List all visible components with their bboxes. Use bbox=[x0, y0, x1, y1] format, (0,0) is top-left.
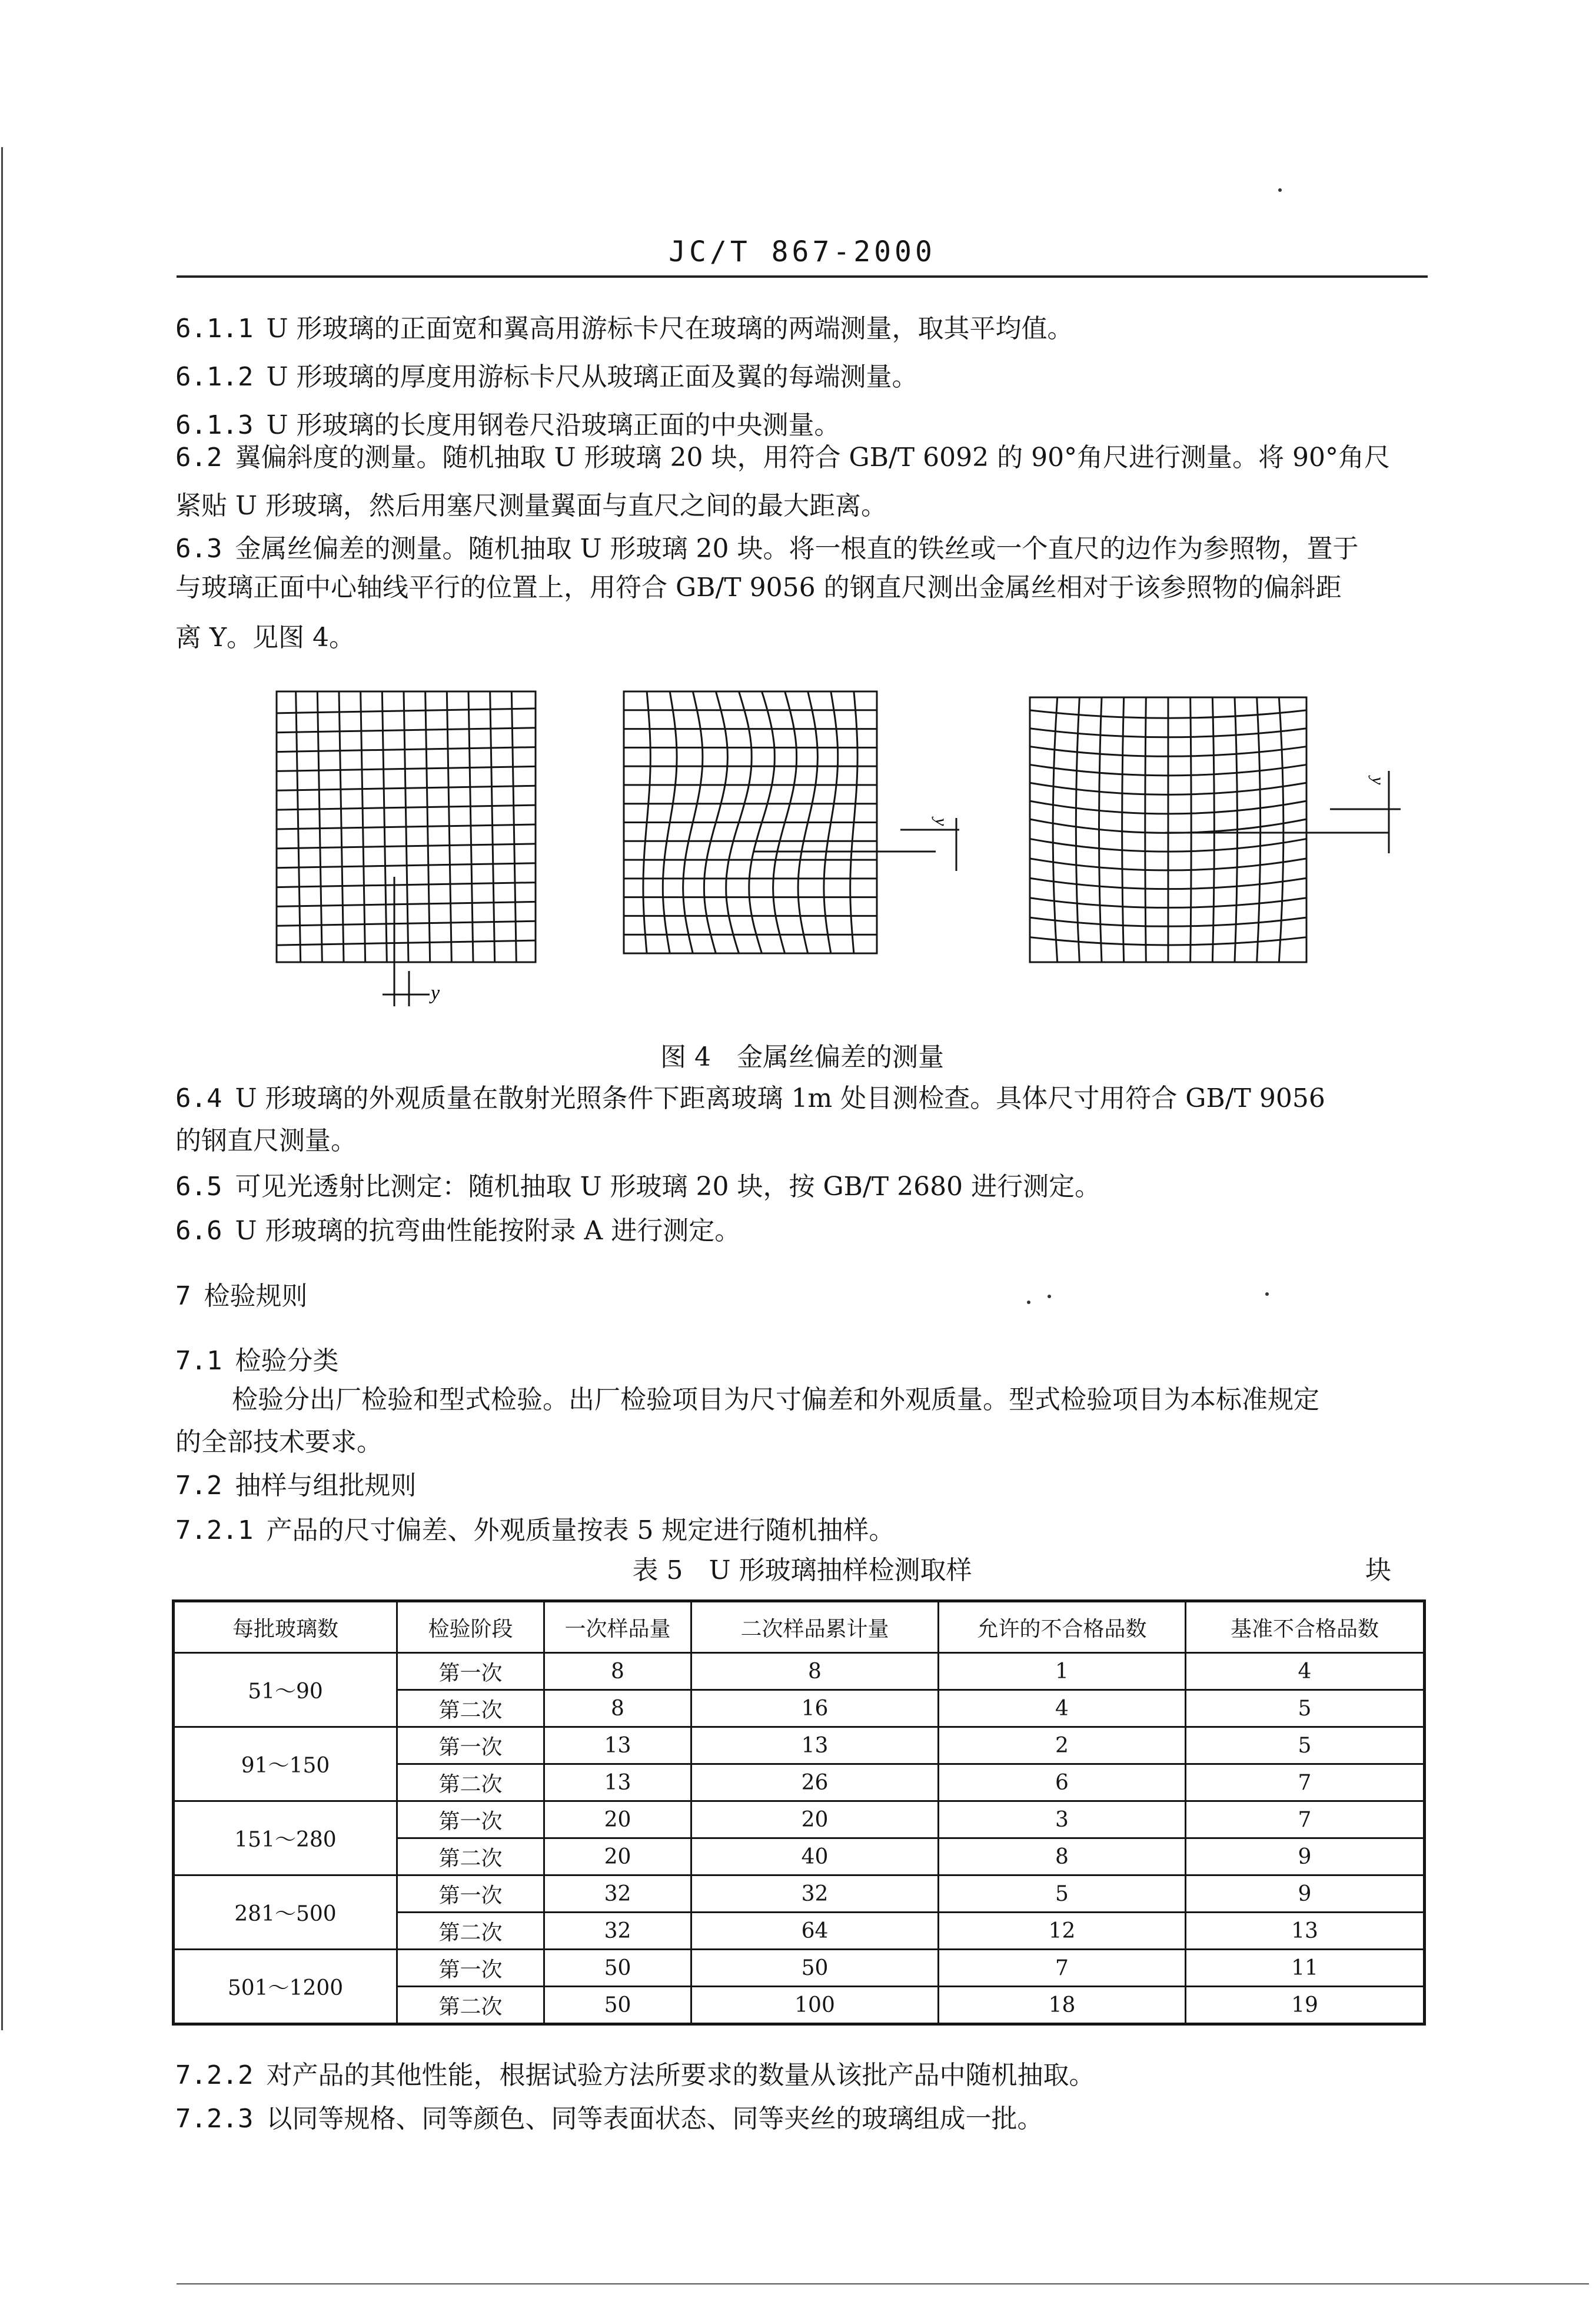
clause-6-2: 6.2 翼偏斜度的测量。随机抽取 U 形玻璃 20 块，用符合 GB/T 6092 的 90°角尺进行测量。将 90°角尺 bbox=[175, 443, 1391, 473]
grid-line bbox=[277, 902, 536, 906]
value-cell: 7 bbox=[939, 1950, 1186, 1987]
scan-speck bbox=[1265, 1292, 1269, 1296]
table-row bbox=[174, 1653, 1425, 1690]
grid-line bbox=[277, 747, 536, 752]
value-cell: 5 bbox=[1186, 1690, 1425, 1727]
table-header-row bbox=[174, 1601, 1425, 1653]
value-cell: 18 bbox=[939, 1987, 1186, 2024]
value-cell: 8 bbox=[691, 1653, 939, 1690]
value-cell: 13 bbox=[691, 1727, 939, 1764]
value-cell: 50 bbox=[544, 1987, 691, 2024]
grid-line bbox=[277, 709, 536, 713]
col-header-reject: 基准不合格品数 bbox=[1186, 1601, 1425, 1653]
clause-6-2-cont: 紧贴 U 形玻璃，然后用塞尺测量翼面与直尺之间的最大距离。 bbox=[175, 491, 887, 521]
grid-line bbox=[1279, 697, 1284, 962]
value-cell: 1 bbox=[939, 1653, 1186, 1690]
value-cell: 8 bbox=[544, 1690, 691, 1727]
value-cell: 19 bbox=[1186, 1987, 1425, 2024]
col-header-stage: 检验阶段 bbox=[397, 1601, 544, 1653]
header-rule bbox=[177, 275, 1428, 278]
stage-cell: 第一次 bbox=[397, 1875, 544, 1913]
value-cell: 26 bbox=[691, 1764, 939, 1801]
table-row bbox=[174, 1875, 1425, 1913]
clause-6-1-3: 6.1.3 U 形玻璃的长度用钢卷尺沿玻璃正面的中央测量。 bbox=[175, 410, 840, 440]
grid-line bbox=[277, 728, 536, 733]
clause-6-1-1: 6.1.1 U 形玻璃的正面宽和翼高用游标卡尺在玻璃的两端测量，取其平均值。 bbox=[175, 314, 1073, 344]
table-5-unit: 块 bbox=[1365, 1555, 1391, 1585]
value-cell: 2 bbox=[939, 1727, 1186, 1764]
clause-6-3: 6.3 金属丝偏差的测量。随机抽取 U 形玻璃 20 块。将一根直的铁丝或一个直尺的边作为参照物，置于 bbox=[175, 534, 1359, 564]
table-row bbox=[174, 1727, 1425, 1764]
value-cell: 20 bbox=[691, 1801, 939, 1838]
figure-4-caption: 图 4 金属丝偏差的测量 bbox=[660, 1042, 944, 1072]
value-cell: 7 bbox=[1186, 1764, 1425, 1801]
value-cell: 32 bbox=[691, 1875, 939, 1913]
clause-6-6: 6.6 U 形玻璃的抗弯曲性能按附录 A 进行测定。 bbox=[175, 1216, 741, 1246]
stage-cell: 第一次 bbox=[397, 1727, 544, 1764]
stage-cell: 第一次 bbox=[397, 1801, 544, 1838]
grid-line bbox=[277, 940, 536, 945]
clause-6-1-2: 6.1.2 U 形玻璃的厚度用游标卡尺从玻璃正面及翼的每端测量。 bbox=[175, 362, 918, 392]
value-cell: 13 bbox=[544, 1764, 691, 1801]
figure-4-panel-bow bbox=[1012, 677, 1412, 977]
stage-cell: 第一次 bbox=[397, 1950, 544, 1987]
grid-line bbox=[1122, 697, 1124, 962]
scan-edge-line bbox=[1, 147, 3, 2030]
value-cell: 8 bbox=[544, 1653, 691, 1690]
batch-cell: 51～90 bbox=[174, 1653, 397, 1727]
scan-bottom-line bbox=[177, 2283, 1589, 2284]
stage-cell: 第一次 bbox=[397, 1653, 544, 1690]
value-cell: 5 bbox=[939, 1875, 1186, 1913]
table-row bbox=[174, 1950, 1425, 1987]
scan-speck bbox=[1048, 1295, 1051, 1298]
stage-cell: 第二次 bbox=[397, 1913, 544, 1950]
grid-line bbox=[1212, 697, 1214, 962]
section-7-title: 7 检验规则 bbox=[175, 1281, 308, 1311]
clause-6-4: 6.4 U 形玻璃的外观质量在散射光照条件下距离玻璃 1m 处目测检查。具体尺寸用符合 GB/T 9056 bbox=[175, 1083, 1325, 1113]
fig-label-y-2: y bbox=[932, 818, 951, 826]
section-7-2-title: 7.2 抽样与组批规则 bbox=[175, 1471, 417, 1501]
figure-4-panel-skew bbox=[259, 677, 565, 1030]
value-cell: 8 bbox=[939, 1838, 1186, 1875]
clause-7-2-3: 7.2.3 以同等规格、同等颜色、同等表面状态、同等夹丝的玻璃组成一批。 bbox=[175, 2104, 1043, 2134]
value-cell: 13 bbox=[1186, 1913, 1425, 1950]
grid-line bbox=[1053, 697, 1058, 962]
value-cell: 3 bbox=[939, 1801, 1186, 1838]
section-7-1-body: 检验分出厂检验和型式检验。出厂检验项目为尺寸偏差和外观质量。型式检验项目为本标准规定 bbox=[232, 1385, 1319, 1415]
value-cell: 9 bbox=[1186, 1875, 1425, 1913]
table-5 bbox=[172, 1599, 1426, 2026]
value-cell: 16 bbox=[691, 1690, 939, 1727]
value-cell: 64 bbox=[691, 1913, 939, 1950]
section-7-1-body-cont: 的全部技术要求。 bbox=[175, 1427, 383, 1457]
value-cell: 11 bbox=[1186, 1950, 1425, 1987]
value-cell: 20 bbox=[544, 1838, 691, 1875]
grid-line bbox=[277, 921, 536, 926]
clause-6-3-cont-2: 离 Y。见图 4。 bbox=[175, 623, 355, 653]
batch-cell: 281～500 bbox=[174, 1875, 397, 1950]
stage-cell: 第二次 bbox=[397, 1987, 544, 2024]
value-cell: 13 bbox=[544, 1727, 691, 1764]
col-header-cumulative: 二次样品累计量 bbox=[691, 1601, 939, 1653]
value-cell: 32 bbox=[544, 1875, 691, 1913]
col-header-batch: 每批玻璃数 bbox=[174, 1601, 397, 1653]
fig-label-y-1: y bbox=[431, 982, 440, 1004]
grid-line bbox=[1191, 697, 1192, 962]
batch-cell: 501～1200 bbox=[174, 1950, 397, 2024]
table-row bbox=[174, 1801, 1425, 1838]
col-header-accept: 允许的不合格品数 bbox=[939, 1601, 1186, 1653]
clause-7-2-2: 7.2.2 对产品的其他性能，根据试验方法所要求的数量从该批产品中随机抽取。 bbox=[175, 2060, 1095, 2090]
scan-speck bbox=[1027, 1301, 1030, 1304]
stage-cell: 第二次 bbox=[397, 1838, 544, 1875]
value-cell: 12 bbox=[939, 1913, 1186, 1950]
value-cell: 7 bbox=[1186, 1801, 1425, 1838]
clause-6-4-cont: 的钢直尺测量。 bbox=[175, 1126, 357, 1156]
section-7-1-title: 7.1 检验分类 bbox=[175, 1346, 339, 1376]
scan-speck bbox=[1278, 188, 1282, 192]
value-cell: 50 bbox=[544, 1950, 691, 1987]
value-cell: 6 bbox=[939, 1764, 1186, 1801]
table-5-caption: 表 5 U 形玻璃抽样检测取样 bbox=[632, 1555, 972, 1585]
grid-line bbox=[277, 883, 536, 887]
grid-line bbox=[1145, 697, 1146, 962]
grid-line bbox=[277, 766, 536, 771]
value-cell: 100 bbox=[691, 1987, 939, 2024]
stage-cell: 第二次 bbox=[397, 1690, 544, 1727]
value-cell: 40 bbox=[691, 1838, 939, 1875]
value-cell: 4 bbox=[1186, 1653, 1425, 1690]
standard-code-header: JC/T 867-2000 bbox=[669, 235, 936, 268]
value-cell: 4 bbox=[939, 1690, 1186, 1727]
stage-cell: 第二次 bbox=[397, 1764, 544, 1801]
batch-cell: 151～280 bbox=[174, 1801, 397, 1875]
value-cell: 50 bbox=[691, 1950, 939, 1987]
batch-cell: 91～150 bbox=[174, 1727, 397, 1801]
clause-6-3-cont-1: 与玻璃正面中心轴线平行的位置上，用符合 GB/T 9056 的钢直尺测出金属丝相对于该参照物的偏斜距 bbox=[175, 573, 1342, 603]
value-cell: 5 bbox=[1186, 1727, 1425, 1764]
value-cell: 32 bbox=[544, 1913, 691, 1950]
value-cell: 9 bbox=[1186, 1838, 1425, 1875]
clause-6-5: 6.5 可见光透射比测定：随机抽取 U 形玻璃 20 块，按 GB/T 2680 进行测定。 bbox=[175, 1172, 1101, 1202]
fig-label-y-3: y bbox=[1368, 777, 1388, 785]
figure-4-panel-wave bbox=[606, 677, 983, 971]
clause-7-2-1: 7.2.1 产品的尺寸偏差、外观质量按表 5 规定进行随机抽样。 bbox=[175, 1515, 895, 1545]
col-header-first-sample: 一次样品量 bbox=[544, 1601, 691, 1653]
value-cell: 20 bbox=[544, 1801, 691, 1838]
